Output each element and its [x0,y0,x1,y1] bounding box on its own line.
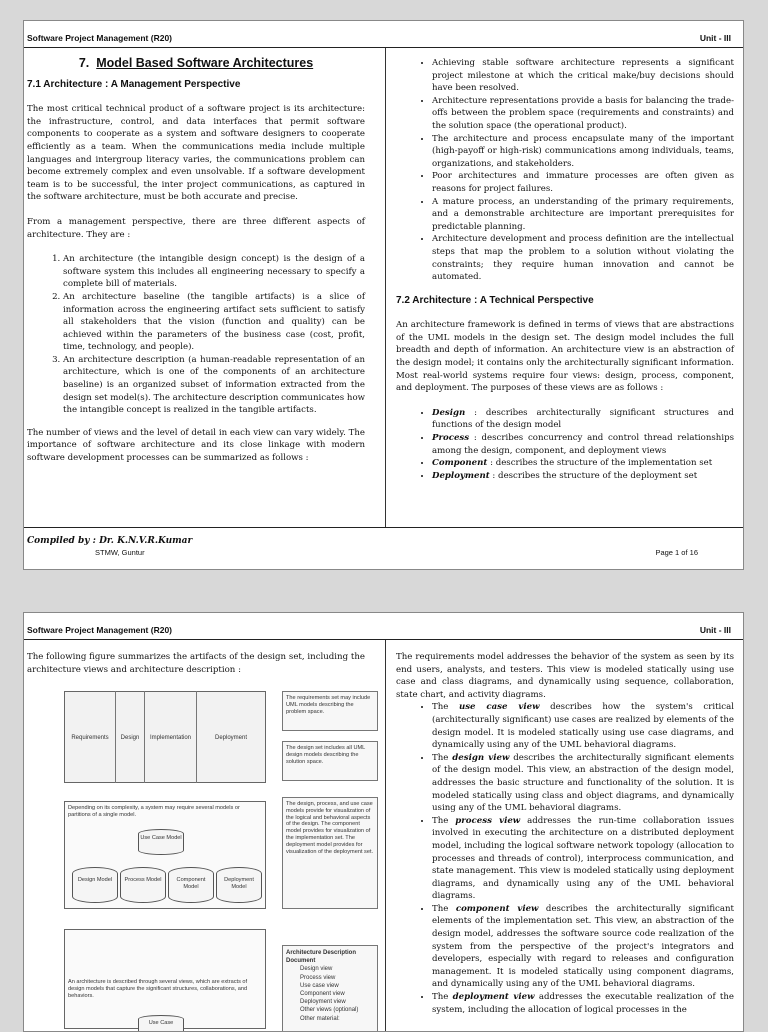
ad-item: Other views (optional) [300,1007,359,1014]
list-item: • Achieving stable software architecture represents a significant project milestone at which the critical make/buy decisions should have been resolved. [432,57,734,95]
views-list [396,407,734,483]
ad-item: Process view [300,974,336,981]
paragraph: From a management perspective, there are three different aspects of architecture. They are : [27,216,365,240]
list-item: • The design view describes the architecturally significant elements of the design model. This view, an abstraction of the design model, addresses the basic structure and functionality of the solution. It is modeled statically using class and object diagrams, and dynamically using any of the UML behavioral diagrams. [432,752,734,815]
page-2 [23,612,744,1032]
page-number: Page 1 of 16 [655,548,698,557]
unit-label: Unit - III [699,625,731,635]
right-column [396,651,734,1016]
process-model: Process Model [120,867,166,903]
use-case-cylinder: Use Case [138,1015,184,1032]
page-1 [23,20,744,570]
architecture-described-note: An architecture is described through several views, which are extracts of design models that capture the significant structures, collaborations, and behaviors. [68,979,248,999]
deployment-model: Deployment Model [216,867,262,903]
list-item: • The process view addresses the run-time collaboration issues involved in executing the architecture on a distributed deployment model, including the logical software network topology (allocation to processes and threads of control), interprocess communication, and state management. This view is modeled statically using deployment diagrams, and dynamically using any of the UML behavioral diagrams. [432,815,734,903]
paragraph: The most critical technical product of a software project is its architecture: the infrastructure, control, and data interfaces that permit software components to cooperate as a system and software designers to cooperate efficiently as a team. When the communications media include multiple languages and intergroup literacy varies, the communications problem can become extremely complex and even unsolvable. If a software development team is to be successful, the inter project communications, as captured in the software architecture, must be both accurate and precise. [27,104,365,203]
list-item: • Process : describes concurrency and control thread relationships among the design, component, and deployment views [432,432,734,457]
column-divider [385,48,386,527]
list-item: • Deployment : describes the structure of the deployment set [432,470,734,483]
compiled-by: Compiled by : Dr. K.N.V.R.Kumar [27,536,193,546]
importance-list [396,57,734,284]
unit-label: Unit - III [699,33,731,43]
list-item: • Poor architectures and immature processes are often given as reasons for project failures. [432,170,734,195]
list-item: • Architecture representations provide a basis for balancing the trade-offs between the problem space (requirements and constraints) and the solution space (the operational product). [432,95,734,133]
chapter-title: 7. Model Based Software Architectures [78,56,314,70]
use-case-model: Use Case Model [138,829,184,855]
paragraph: The following figure summarizes the artifacts of the design set, including the architecture views and architecture description : [27,652,365,675]
ad-item: Use case view [300,982,339,989]
page-footer [24,527,743,570]
course-title: Software Project Management (R20) [27,625,173,635]
architecture-description-doc [282,945,378,1032]
page-header [24,29,743,48]
left-column [27,651,365,688]
views-note: The design, process, and use case models provide for visualization of the logical and behavioral aspects of the design. The component model provides for visualization of the implementation set. The deployment model provides for visualization of the deployment set. [282,797,378,909]
column-divider [385,640,386,1032]
paragraph: An architecture framework is defined in terms of views that are abstractions of the UML models in the design set. The design model includes the full breadth and depth of information. An architecture view is an abstraction of the design model; it contains only the architecturally significant information. Most real-world systems require four views: design, process, component, and deployment. The purposes of these views are as follows : [396,320,734,394]
ad-item: Other material: [300,1015,340,1022]
list-item: • A mature process, an understanding of the primary requirements, and a demonstrable architecture are important prerequisites for predictable planning. [432,196,734,234]
list-item: • Architecture development and process definition are the intellectual steps that map the problem to a solution without violating the constraints; they require human innovation and cannot be automated. [432,233,734,283]
chapter-title-text: Model Based Software Architectures [96,56,314,70]
list-item: • Component : describes the structure of the implementation set [432,457,734,470]
view-descriptions [396,701,734,1016]
aspects-list [27,253,365,417]
ad-item: Component view [300,991,345,998]
design-model: Design Model [72,867,118,903]
column-label: Requirements [71,735,109,741]
design-set-note: The design set includes all UML design models describing the solution space. [282,741,378,781]
paragraph: The requirements model addresses the behavior of the system as seen by its end users, analysts, and testers. This view is modeled statically using use case and class diagrams, and dynamically using sequence, collaboration, state chart, and activity diagrams. [396,652,734,700]
design-set-figure [38,689,380,1029]
requirements-note: The requirements set may include UML models describing the problem space. [282,691,378,731]
column-label: Deployment [214,735,247,741]
list-item: • Design : describes architecturally significant structures and functions of the design model [432,407,734,432]
list-item: 3. An architecture description (a human-readable representation of an architecture, which is one of the components of an architecture baseline) is an organized subset of information extracted from the design set model(s). The architecture description communicates how the intangible concept is realized in the tangible artifacts. [63,354,365,417]
list-item: • The deployment view addresses the executable realization of the system, including the allocation of logical processes in the [432,991,734,1016]
list-item: • The component view describes the architecturally significant elements of the implementation set. This view, an abstraction of the design model, addresses the software source code realization of the system from the perspective of the project's integrators and developers, especially with regard to releases and configuration management. It is modeled statically using component diagrams, and dynamically using any of the UML behavioral diagrams. [432,903,734,991]
list-item: 1. An architecture (the intangible design concept) is the design of a software system this includes all engineering necessary to specify a complete bill of materials. [63,253,365,291]
ad-title: Architecture Description Document [286,950,357,965]
left-column [27,57,365,477]
course-title: Software Project Management (R20) [27,33,173,43]
ad-item: Deployment view [300,999,346,1006]
page-header [24,621,743,640]
organization: STMW, Guntur [95,548,145,557]
complexity-note: Depending on its complexity, a system may require several models or partitions of a single model. [68,805,240,818]
ad-item: Design view [300,966,333,973]
column-label: Design [120,735,140,741]
component-model: Component Model [168,867,214,903]
section-heading-7-1: 7.1 Architecture : A Management Perspective [27,78,241,90]
right-column [396,57,734,482]
section-heading-7-2: 7.2 Architecture : A Technical Perspective [396,294,594,306]
list-item: 2. An architecture baseline (the tangible artifacts) is a slice of information across the engineering artifact sets sufficient to satisfy all stakeholders that the vision (function and quality) can be achieved within the parameters of the business case (cost, profit, time, technology, and people). [63,291,365,354]
column-label: Implementation [149,735,192,741]
paragraph: The number of views and the level of detail in each view can vary widely. The importance of software architecture and its close linkage with modern software development processes can be summarized as follows : [27,427,365,464]
list-item: • The architecture and process encapsulate many of the important (high-payoff or high-risk) communications among individuals, teams, organizations, and stakeholders. [432,133,734,171]
list-item: • The use case view describes how the system's critical (architecturally significant) use cases are realized by elements of the design model. It is modeled statically using use case diagrams, and dynamically using any of the UML behavioral diagrams. [432,701,734,751]
